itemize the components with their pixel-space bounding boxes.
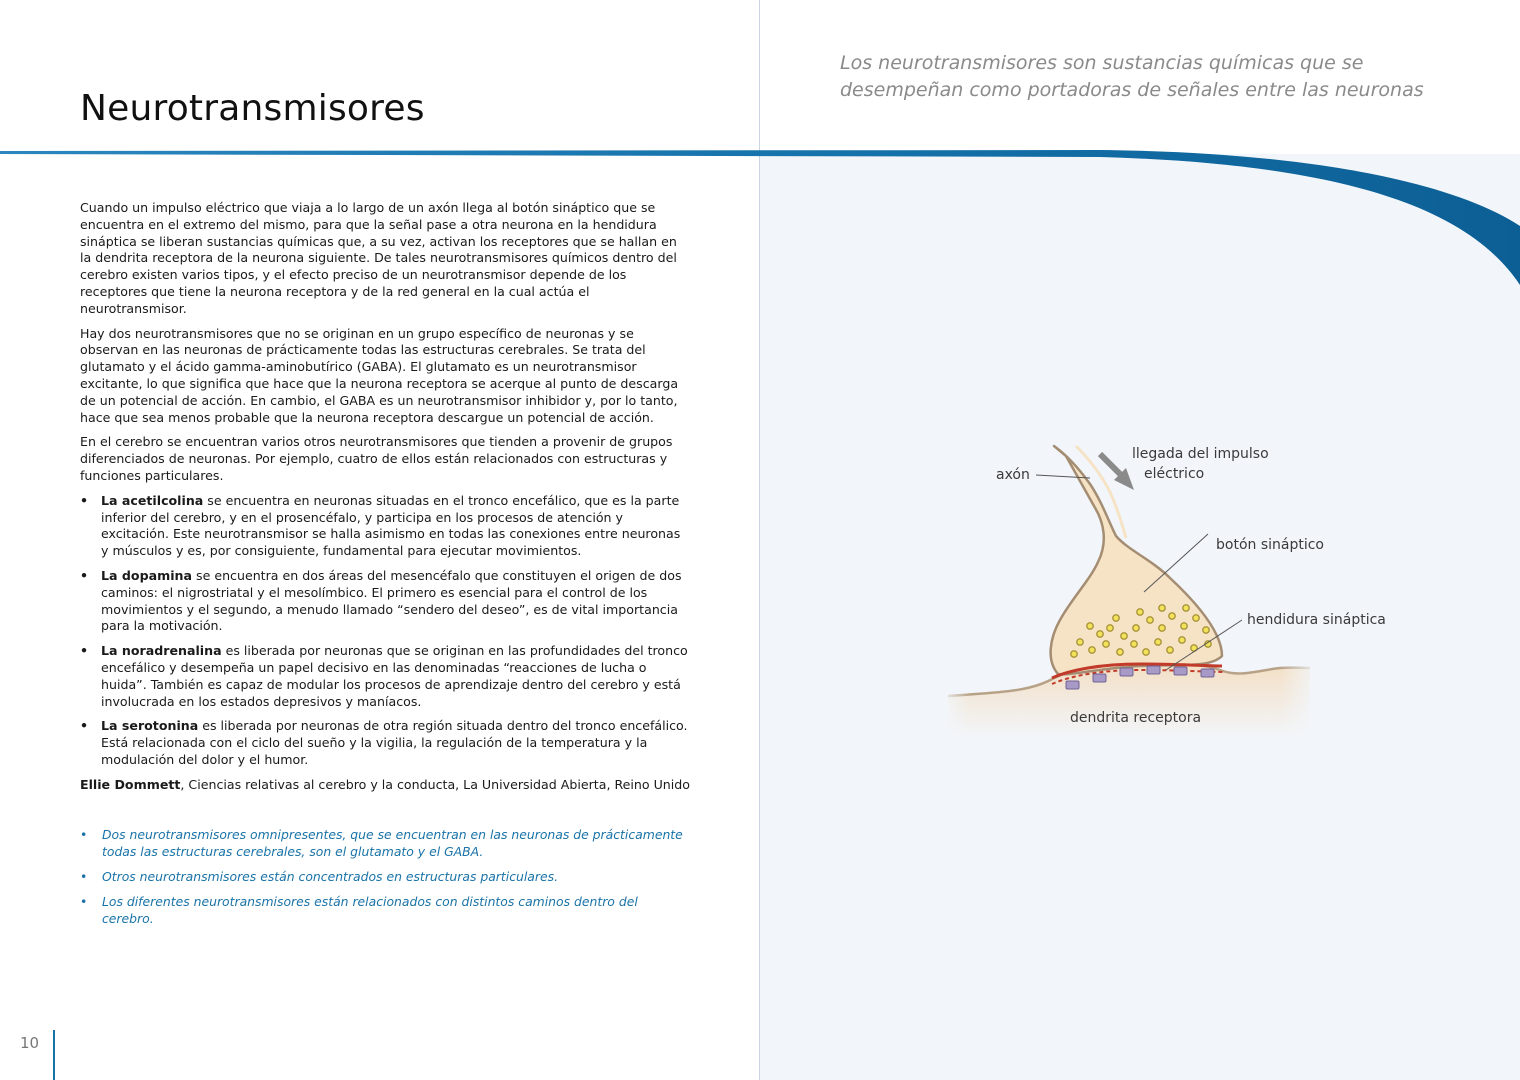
label-cleft: hendidura sináptica (1247, 612, 1386, 628)
article-body (80, 200, 690, 802)
paragraph: En el cerebro se encuentran varios otros neurotransmisores que tienden a provenir de grupos diferenciados de neuronas. Por ejemplo, cuatro de ellos están relacionados con estructuras y funciones particulares. (80, 434, 673, 483)
synapse-diagram (940, 430, 1400, 750)
list-item-text: es liberada por neuronas de otra región situada dentro del tronco encefálico. Está relacionada con el ciclo del sueño y la vigilia, la regulación de la temperatura y la modulación del dolor y el humor. (101, 718, 688, 767)
label-impulse-line-1: llegada del impulso (1132, 446, 1269, 462)
list-item (80, 643, 690, 710)
pull-quote-line-2: desempeñan como portadoras de señales entre las neuronas (840, 79, 1424, 101)
list-item-text: se encuentra en neuronas situadas en el tronco encefálico, que es la parte inferior del cerebro, y en el prosencéfalo, y participa en los procesos de atención y excitación. Este neurotransmisor se halla asimismo en todas las conexiones entre neuronas y músculos y es, por consiguiente, fundamental para ejecutar movimientos. (101, 492, 681, 559)
paragraph: Cuando un impulso eléctrico que viaja a lo largo de un axón llega al botón sináptico que se encuentra en el extremo del mismo, para que la señal pase a otra neurona en la hendidura sináptica se liberan sustancias químicas que, a su vez, activan los receptores que se hallan en la dendrita receptora de la neurona siguiente. De tales neurotransmisores químicos dentro del cerebro existen varios tipos, y el efecto preciso de un neurotransmisor depende de los receptores que tiene la neurona receptora y de la red general en la cual actúa el neurotransmisor. (80, 200, 677, 316)
list-item (80, 568, 690, 635)
author-credit (80, 777, 690, 794)
pull-quote-line-1: Los neurotransmisores son sustancias químicas que se (840, 52, 1364, 74)
list-item-text: es liberada por neuronas que se originan en las profundidades del tronco encefálico y desempeña un papel decisivo en las denominadas “reacciones de lucha o huida”. También es capaz de modular los procesos de aprendizaje dentro del cerebro y está involucrada en los estados depresivos y maníacos. (101, 643, 688, 709)
list-item-term: La acetilcolina (101, 492, 204, 508)
list-item (80, 493, 690, 560)
label-axon: axón (996, 467, 1030, 483)
page-number-rule (53, 1030, 55, 1080)
pull-quote (840, 50, 1460, 104)
paragraph: Hay dos neurotransmisores que no se originan en un grupo específico de neuronas y se observan en las neuronas de prácticamente todas las estructuras cerebrales. Se trata del glutamato y el ácido gamma-aminobutírico (GABA). El glutamato es un neurotransmisor excitante, lo que significa que hace que la neurona receptora se acerque al punto de descarga de un potencial de acción. En cambio, el GABA es un neurotransmisor inhibidor y, por lo tanto, hace que sea menos probable que la neurona receptora descargue un potencial de acción. (80, 325, 679, 425)
neurotransmitter-list (80, 493, 690, 769)
author-name: Ellie Dommett (80, 776, 181, 792)
label-bouton: botón sináptico (1216, 537, 1324, 553)
label-impulse-line-2: eléctrico (1144, 466, 1205, 482)
list-item-term: La noradrenalina (101, 643, 222, 659)
page-title: Neurotransmisores (80, 88, 425, 129)
author-affiliation: , Ciencias relativas al cerebro y la conducta, La Universidad Abierta, Reino Unido (180, 776, 690, 792)
summary-item: • Los diferentes neurotransmisores están relacionados con distintos caminos dentro del cerebro. (80, 893, 690, 927)
summary-item: • Dos neurotransmisores omnipresentes, que se encuentran en las neuronas de prácticamente todas las estructuras cerebrales, son el glutamato y el GABA. (80, 826, 690, 860)
list-item (80, 718, 690, 768)
label-dendrite: dendrita receptora (1070, 710, 1202, 726)
list-item-text: se encuentra en dos áreas del mesencéfalo que constituyen el origen de dos caminos: el nigrostriatal y el mesolímbico. El primero es esencial para el control de los movimientos y el segundo, a menudo llamado “sendero del deseo”, es de vital importancia para la motivación. (101, 567, 682, 634)
summary-item: • Otros neurotransmisores están concentrados en estructuras particulares. (80, 868, 690, 885)
summary-points (80, 826, 690, 935)
page-number: 10 (20, 1034, 40, 1052)
list-item-term: La dopamina (101, 567, 192, 583)
list-item-term: La serotonina (101, 718, 199, 734)
